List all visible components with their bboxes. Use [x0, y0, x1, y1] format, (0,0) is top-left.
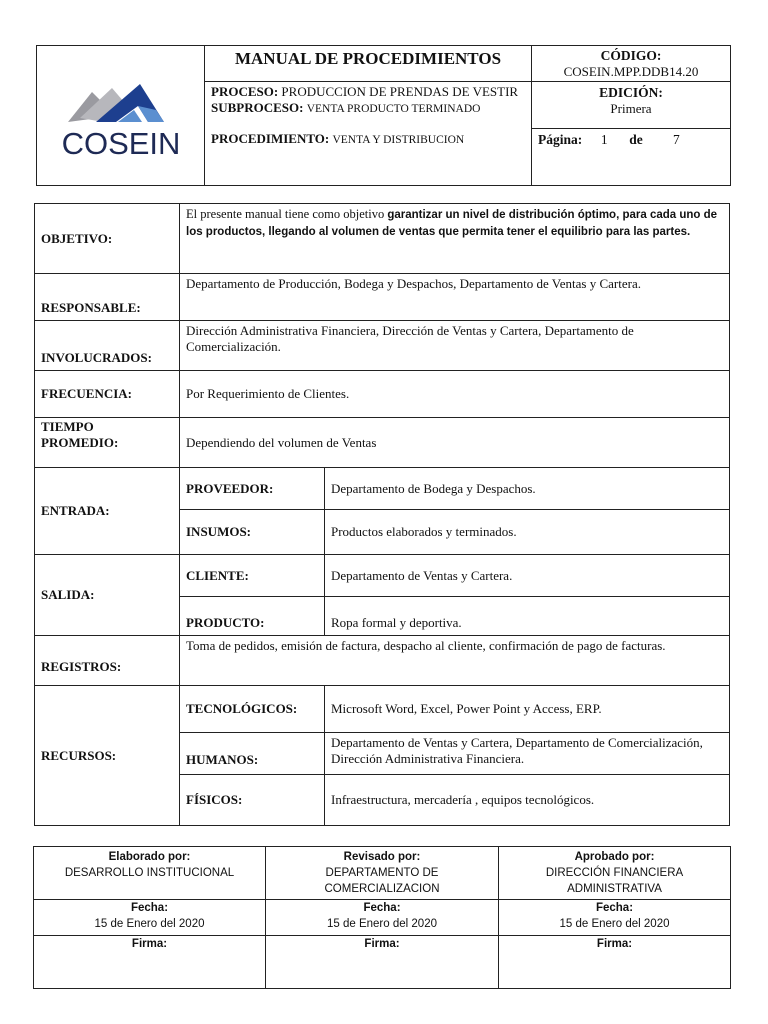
proveedor-label: PROVEEDOR: [180, 468, 325, 510]
row-tecnologicos [35, 686, 730, 733]
elaborado-fecha-cell [34, 900, 266, 936]
subproceso-line [205, 99, 531, 116]
tecnologicos-value: Microsoft Word, Excel, Power Point y Access, ERP. [325, 686, 730, 733]
tecnologicos-label: TECNOLÓGICOS: [180, 686, 325, 733]
process-info-cell [205, 82, 532, 186]
revisado-fecha-label: Fecha: [363, 902, 401, 914]
logo-cell [37, 46, 205, 186]
revisado-firma-label: Firma: [364, 938, 400, 950]
elaborado-fecha-label: Fecha: [130, 902, 169, 914]
proceso-value: PRODUCCION DE PRENDAS DE VESTIR [281, 84, 519, 99]
insumos-label: INSUMOS: [180, 510, 325, 555]
elaborado-firma-cell [34, 936, 266, 989]
responsable-value: Departamento de Producción, Bodega y Despachos, Departamento de Ventas y Cartera. [180, 274, 730, 321]
producto-label: PRODUCTO: [180, 597, 325, 636]
tiempo-label-2: PROMEDIO: [41, 435, 119, 450]
aprobado-fecha-value: 15 de Enero del 2020 [559, 918, 670, 930]
row-proveedor [35, 468, 730, 510]
cliente-value: Departamento de Ventas y Cartera. [325, 555, 730, 597]
aprobado-firma-cell [499, 936, 731, 989]
revisado-fecha-value: 15 de Enero del 2020 [327, 918, 437, 930]
objetivo-value-a: El presente manual tiene como objetivo [186, 207, 385, 221]
pagina-line [532, 129, 730, 151]
subproceso-value: VENTA PRODUCTO TERMINADO [306, 103, 481, 115]
edicion-value: Primera [610, 101, 652, 116]
registros-label: REGISTROS: [35, 636, 180, 686]
signature-table [33, 846, 731, 989]
aprobado-firma-label: Firma: [596, 938, 633, 950]
tiempo-label [35, 418, 180, 468]
objetivo-value [180, 204, 730, 274]
entrada-label: ENTRADA: [35, 468, 180, 555]
aprobado-fecha-cell [499, 900, 731, 936]
document-header [36, 45, 731, 186]
pagina-cell [532, 129, 731, 186]
codigo-label: CÓDIGO: [600, 48, 662, 63]
objetivo-value-b: garantizar un nivel de distribución óptimo, para cada uno de los productos, llegando al volumen de ventas que permita tener el equilibrio para las partes. [186, 209, 718, 238]
edicion-cell [532, 82, 731, 129]
revisado-label: Revisado por: [343, 851, 421, 863]
codigo-value: COSEIN.MPP.DDB14.20 [563, 64, 699, 79]
procedimiento-value: VENTA Y DISTRIBUCION [332, 134, 465, 146]
proveedor-value: Departamento de Bodega y Despachos. [325, 468, 730, 510]
involucrados-value: Dirección Administrativa Financiera, Dirección de Ventas y Cartera, Departamento de Comercialización. [180, 321, 730, 371]
frecuencia-label: FRECUENCIA: [35, 371, 180, 418]
insumos-value: Productos elaborados y terminados. [325, 510, 730, 555]
elaborado-label: Elaborado por: [108, 851, 191, 863]
revisado-cell [266, 847, 499, 900]
sig-row-dates [34, 900, 731, 936]
manual-title-cell [205, 46, 532, 82]
logo-text: COSEIN [61, 125, 180, 161]
aprobado-fecha-label: Fecha: [595, 902, 634, 914]
procedimiento-label: PROCEDIMIENTO: [211, 131, 330, 146]
registros-value: Toma de pedidos, emisión de factura, despacho al cliente, confirmación de pago de facturas. [180, 636, 730, 686]
proceso-line [205, 82, 531, 99]
edicion-label: EDICIÓN: [599, 85, 663, 100]
row-objetivo [35, 204, 730, 274]
humanos-label: HUMANOS: [180, 733, 325, 775]
fisicos-label: FÍSICOS: [180, 775, 325, 826]
objetivo-label: OBJETIVO: [35, 204, 180, 274]
row-responsable [35, 274, 730, 321]
row-tiempo [35, 418, 730, 468]
procedimiento-line [205, 116, 531, 147]
fisicos-value: Infraestructura, mercadería , equipos tecnológicos. [325, 775, 730, 826]
pagina-num: 1 [600, 132, 608, 147]
tiempo-label-1: TIEMPO [41, 419, 94, 434]
involucrados-label: INVOLUCRADOS: [35, 321, 180, 371]
responsable-label: RESPONSABLE: [35, 274, 180, 321]
cosein-logo-icon [46, 66, 196, 162]
pagina-de: de [629, 132, 643, 147]
elaborado-firma-label: Firma: [131, 938, 168, 950]
revisado-fecha-cell [266, 900, 499, 936]
salida-label: SALIDA: [35, 555, 180, 636]
procedure-table [34, 203, 730, 826]
tiempo-value: Dependiendo del volumen de Ventas [180, 418, 730, 468]
row-registros [35, 636, 730, 686]
revisado-firma-cell [266, 936, 499, 989]
revisado-value: DEPARTAMENTO DE COMERCIALIZACION [324, 867, 440, 895]
aprobado-value: DIRECCIÓN FINANCIERA ADMINISTRATIVA [545, 867, 684, 895]
elaborado-fecha-value: 15 de Enero del 2020 [94, 918, 205, 930]
humanos-value: Departamento de Ventas y Cartera, Departamento de Comercialización, Dirección Administrativa Financiera. [325, 733, 730, 775]
codigo-cell [532, 46, 731, 82]
sig-row-authors [34, 847, 731, 900]
elaborado-cell [34, 847, 266, 900]
row-involucrados [35, 321, 730, 371]
row-cliente [35, 555, 730, 597]
recursos-label: RECURSOS: [35, 686, 180, 826]
row-frecuencia [35, 371, 730, 418]
subproceso-label: SUBPROCESO: [211, 100, 304, 115]
aprobado-cell [499, 847, 731, 900]
manual-title: MANUAL DE PROCEDIMIENTOS [234, 49, 502, 68]
cliente-label: CLIENTE: [180, 555, 325, 597]
elaborado-value: DESARROLLO INSTITUCIONAL [64, 867, 235, 879]
aprobado-label: Aprobado por: [574, 851, 655, 863]
producto-value: Ropa formal y deportiva. [325, 597, 730, 636]
frecuencia-value: Por Requerimiento de Clientes. [180, 371, 730, 418]
pagina-label: Página: [538, 132, 583, 147]
pagina-total: 7 [673, 132, 680, 147]
proceso-label: PROCESO: [211, 84, 279, 99]
sig-row-firmas [34, 936, 731, 989]
